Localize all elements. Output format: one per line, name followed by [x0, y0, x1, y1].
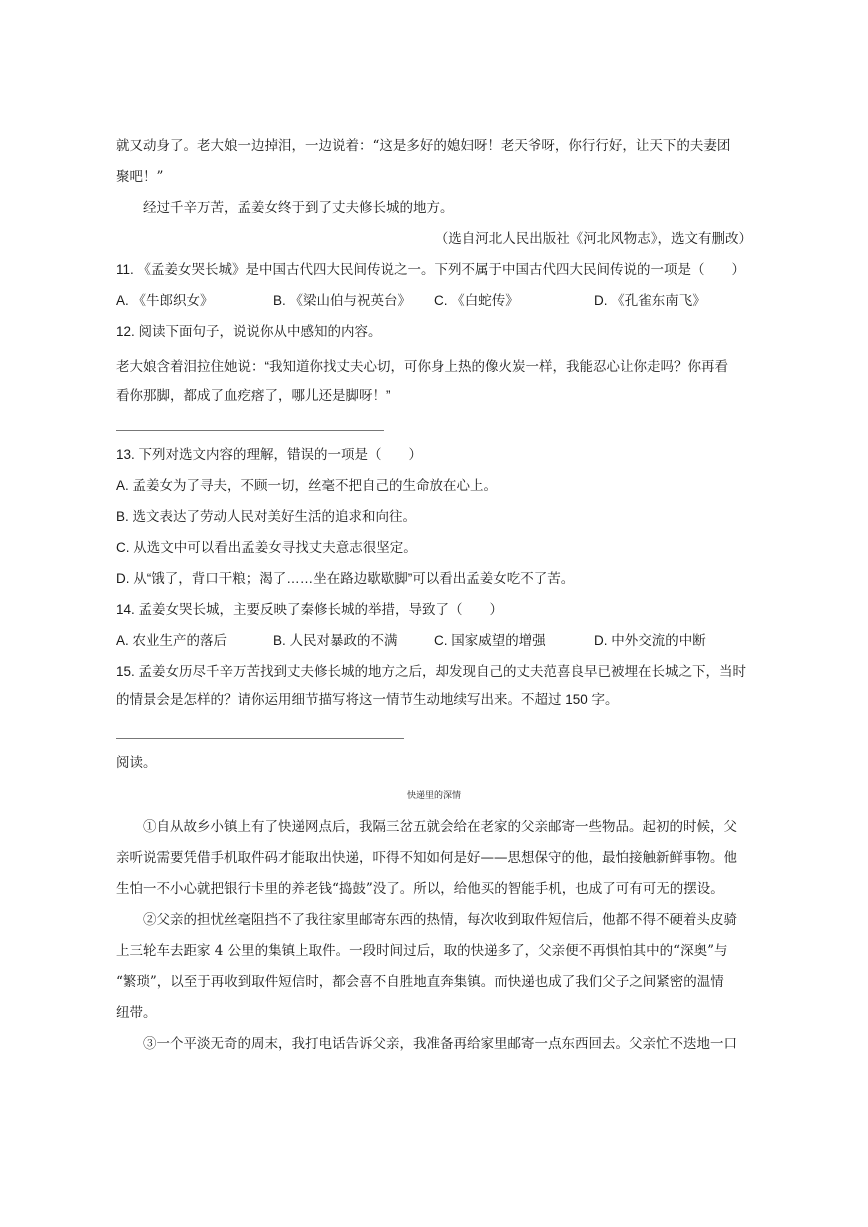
article-paragraph-line: ②父亲的担忧丝毫阻挡不了我往家里邮寄东西的热情，每次收到取件短信后，他都不得不硬着头皮骑	[143, 912, 737, 928]
article-paragraph-line: ①自从故乡小镇上有了快递网点后，我隔三岔五就会给在老家的父亲邮寄一些物品。起初的时候，父	[143, 819, 737, 835]
article-paragraph-line: 亲听说需要凭借手机取件码才能取出快递，吓得不知如何是好——思想保守的他，最怕接触新鲜事物。他	[116, 850, 737, 866]
answer-line[interactable]	[116, 430, 384, 431]
q12-quote-line: 老大娘含着泪拉住她说：“我知道你找丈夫心切，可你身上热的像火炭一样，我能忍心让你走吗？你再看	[116, 359, 728, 374]
question-13-stem: 13. 下列对选文内容的理解，错误的一项是（ ）	[116, 447, 423, 462]
q11-option-a[interactable]: A. 《牛郎织女》	[116, 293, 214, 308]
q13-option-a[interactable]: A. 孟姜女为了寻夫，不顾一切，丝毫不把自己的生命放在心上。	[116, 478, 498, 493]
article-title: 快递里的深情	[406, 791, 461, 801]
question-11-stem: 11. 《孟姜女哭长城》是中国古代四大民间传说之一。下列不属于中国古代四大民间传说的一项是（ ）	[116, 262, 746, 277]
question-15-stem-cont: 的情景会是怎样的？请你运用细节描写将这一情节生动地续写出来。不超过 150 字。	[116, 692, 619, 707]
q11-option-d[interactable]: D. 《孔雀东南飞》	[594, 293, 706, 308]
story-text-line: 聚吧！”	[116, 169, 164, 185]
story-text-line: 就又动身了。老大娘一边掉泪，一边说着：“这是多好的媳妇呀！老天爷呀，你行行好，让天下的夫妻团	[116, 138, 731, 154]
q14-option-d[interactable]: D. 中外交流的中断	[594, 633, 706, 648]
question-12-stem: 12. 阅读下面句子，说说你从中感知的内容。	[116, 324, 382, 339]
story-text-line: 经过千辛万苦，孟姜女终于到了丈夫修长城的地方。	[143, 200, 454, 216]
q11-option-b[interactable]: B. 《梁山伯与祝英台》	[273, 293, 412, 308]
q13-option-c[interactable]: C. 从选文中可以看出孟姜女寻找丈夫意志很坚定。	[116, 540, 417, 555]
q14-option-b[interactable]: B. 人民对暴政的不满	[273, 633, 398, 648]
q13-option-d[interactable]: D. 从“饿了，背口干粮；渴了……坐在路边歇歇脚”可以看出孟姜女吃不了苦。	[116, 571, 575, 586]
article-paragraph-line: “繁琐”，以至于再收到取件短信时，都会喜不自胜地直奔集镇。而快递也成了我们父子之间紧密的温情	[116, 974, 724, 990]
q13-option-b[interactable]: B. 选文表达了劳动人民对美好生活的追求和向往。	[116, 509, 417, 524]
source-citation: （选自河北人民出版社《河北风物志》，选文有删改）	[434, 231, 752, 247]
reading-label: 阅读。	[116, 755, 157, 770]
article-paragraph-line: 上三轮车去距家 4 公里的集镇上取件。一段时间过后，取的快递多了，父亲便不再惧怕其中的“深奥”与	[116, 943, 728, 959]
q14-option-c[interactable]: C. 国家威望的增强	[434, 633, 546, 648]
q12-quote-line: 看你那脚，都成了血疙瘩了，哪儿还是脚呀！”	[116, 388, 391, 403]
article-paragraph-line: 纽带。	[116, 1005, 157, 1021]
article-paragraph-line: 生怕一不小心就把银行卡里的养老钱“捣鼓”没了。所以，给他买的智能手机，也成了可有可无的摆设。	[116, 881, 724, 897]
q11-option-c[interactable]: C. 《白蛇传》	[434, 293, 519, 308]
q14-option-a[interactable]: A. 农业生产的落后	[116, 633, 228, 648]
article-paragraph-line: ③一个平淡无奇的周末，我打电话告诉父亲，我准备再给家里邮寄一点东西回去。父亲忙不迭地一口	[143, 1036, 737, 1052]
answer-line[interactable]	[116, 738, 404, 739]
question-14-stem: 14. 孟姜女哭长城，主要反映了秦修长城的举措，导致了（ ）	[116, 602, 504, 617]
question-15-stem: 15. 孟姜女历尽千辛万苦找到丈夫修长城的地方之后，却发现自己的丈夫范喜良早已被埋在长城之下，当时	[116, 664, 747, 679]
